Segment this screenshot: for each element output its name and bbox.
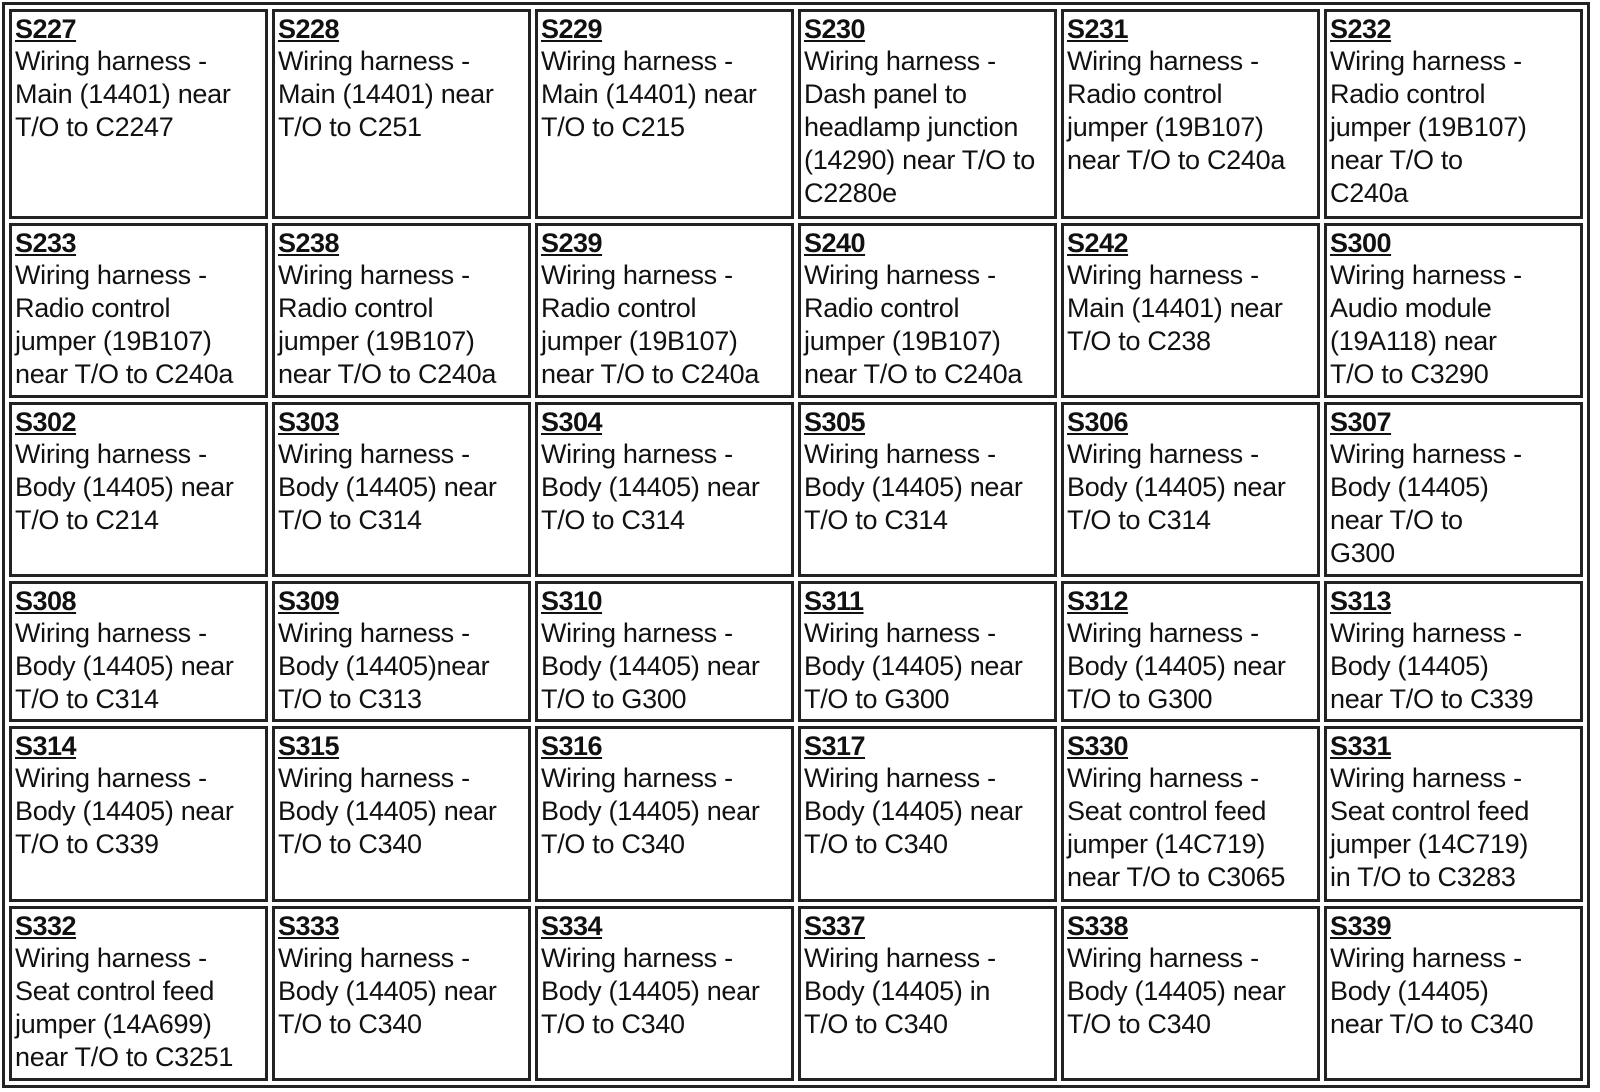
table-cell <box>272 9 531 219</box>
table-row <box>9 402 1583 577</box>
splice-description: Wiring harness - Radio control jumper (19B107) near T/O to C240a <box>278 259 497 389</box>
splice-code-link[interactable]: S309 <box>278 586 340 617</box>
table-cell <box>272 581 531 722</box>
table-cell <box>1324 9 1583 219</box>
splice-code-link[interactable]: S316 <box>541 731 603 762</box>
splice-description: Wiring harness - Main (14401) near T/O to C215 <box>541 46 757 142</box>
table-cell <box>798 726 1057 901</box>
table-cell <box>272 402 531 577</box>
splice-description: Wiring harness - Radio control jumper (19B107) near T/O to C240a <box>15 259 234 389</box>
splice-description: Wiring harness - Body (14405) near T/O to C340 <box>278 763 497 860</box>
splice-code-link[interactable]: S238 <box>278 227 340 258</box>
table-cell <box>1061 9 1320 219</box>
table-cell <box>1061 726 1320 901</box>
splice-code-link[interactable]: S331 <box>1330 731 1392 762</box>
splice-description: Wiring harness - Body (14405) near T/O to C340 <box>1067 942 1286 1039</box>
table-cell <box>9 402 268 577</box>
splice-code-link[interactable]: S317 <box>804 731 866 762</box>
table-cell <box>1061 581 1320 722</box>
table-cell <box>535 581 794 722</box>
table-cell <box>1324 726 1583 901</box>
table-cell <box>1324 906 1583 1081</box>
splice-description: Wiring harness - Body (14405)near T/O to C313 <box>278 618 490 715</box>
splice-code-link[interactable]: S339 <box>1330 910 1392 941</box>
table-cell <box>9 906 268 1081</box>
splice-code-link[interactable]: S303 <box>278 406 340 437</box>
splice-description: Wiring harness - Body (14405) in T/O to C340 <box>804 942 996 1039</box>
splice-code-link[interactable]: S330 <box>1067 731 1129 762</box>
splice-code-link[interactable]: S334 <box>541 910 603 941</box>
table-cell <box>9 581 268 722</box>
splice-description: Wiring harness - Body (14405) near T/O to G300 <box>541 618 760 715</box>
table-cell <box>1324 402 1583 577</box>
splice-description: Wiring harness - Seat control feed jumper (14C719) near T/O to C3065 <box>1067 763 1286 893</box>
splice-code-link[interactable]: S337 <box>804 910 866 941</box>
table-row <box>9 906 1583 1081</box>
splice-location-table <box>2 2 1590 1088</box>
splice-description: Wiring harness - Body (14405) near T/O to C340 <box>1330 942 1534 1039</box>
splice-code-link[interactable]: S332 <box>15 910 77 941</box>
splice-description: Wiring harness - Radio control jumper (19B107) near T/O to C240a <box>541 259 760 389</box>
table-row <box>9 581 1583 722</box>
splice-description: Wiring harness - Radio control jumper (19B107) near T/O to C240a <box>1330 46 1527 208</box>
splice-description: Wiring harness - Body (14405) near T/O to C340 <box>804 763 1023 860</box>
table-cell <box>798 402 1057 577</box>
splice-description: Wiring harness - Body (14405) near T/O to C340 <box>278 942 497 1039</box>
splice-description: Wiring harness - Body (14405) near T/O to C339 <box>15 763 234 860</box>
splice-description: Wiring harness - Main (14401) near T/O to C251 <box>278 46 494 142</box>
table-cell <box>535 223 794 398</box>
splice-description: Wiring harness - Body (14405) near T/O to C314 <box>1067 438 1286 535</box>
splice-code-link[interactable]: S338 <box>1067 910 1129 941</box>
splice-description: Wiring harness - Body (14405) near T/O to C314 <box>15 618 234 715</box>
table-row <box>9 726 1583 901</box>
splice-description: Wiring harness - Audio module (19A118) near T/O to C3290 <box>1330 259 1522 389</box>
splice-code-link[interactable]: S312 <box>1067 586 1129 617</box>
table-cell <box>1061 223 1320 398</box>
splice-description: Wiring harness - Body (14405) near T/O to C314 <box>804 438 1023 535</box>
splice-code-link[interactable]: S333 <box>278 910 340 941</box>
splice-description: Wiring harness - Body (14405) near T/O to C339 <box>1330 618 1534 715</box>
table-cell <box>535 9 794 219</box>
splice-code-link[interactable]: S232 <box>1330 14 1392 44</box>
table-cell <box>535 726 794 901</box>
splice-code-link[interactable]: S228 <box>278 14 340 44</box>
table-cell <box>1061 402 1320 577</box>
splice-code-link[interactable]: S229 <box>541 14 603 44</box>
splice-code-link[interactable]: S308 <box>15 586 77 617</box>
splice-description: Wiring harness - Seat control feed jumper (14A699) near T/O to C3251 <box>15 942 234 1072</box>
splice-code-link[interactable]: S302 <box>15 406 77 437</box>
table-cell <box>1061 906 1320 1081</box>
splice-description: Wiring harness - Seat control feed jumper (14C719) in T/O to C3283 <box>1330 763 1530 893</box>
splice-description: Wiring harness - Radio control jumper (19B107) near T/O to C240a <box>1067 46 1286 175</box>
splice-code-link[interactable]: S230 <box>804 14 866 44</box>
splice-description: Wiring harness - Body (14405) near T/O to C214 <box>15 438 234 535</box>
splice-description: Wiring harness - Body (14405) near T/O to C314 <box>541 438 760 535</box>
splice-code-link[interactable]: S315 <box>278 731 340 762</box>
table-cell <box>798 223 1057 398</box>
splice-code-link[interactable]: S233 <box>15 227 77 258</box>
splice-code-link[interactable]: S314 <box>15 731 77 762</box>
splice-description: Wiring harness - Main (14401) near T/O to C238 <box>1067 259 1283 356</box>
splice-description: Wiring harness - Body (14405) near T/O to G300 <box>1330 438 1522 568</box>
table-cell <box>272 726 531 901</box>
table-cell <box>272 906 531 1081</box>
table-cell <box>9 9 268 219</box>
table-cell <box>798 9 1057 219</box>
table-cell <box>535 402 794 577</box>
splice-code-link[interactable]: S305 <box>804 406 866 437</box>
table-cell <box>535 906 794 1081</box>
table-cell <box>798 581 1057 722</box>
splice-code-link[interactable]: S242 <box>1067 227 1129 258</box>
splice-code-link[interactable]: S240 <box>804 227 866 258</box>
splice-code-link[interactable]: S231 <box>1067 14 1129 44</box>
splice-description: Wiring harness - Dash panel to headlamp junction (14290) near T/O to C2280e <box>804 46 1035 208</box>
table-cell <box>1324 581 1583 722</box>
splice-code-link[interactable]: S311 <box>804 586 864 617</box>
splice-description: Wiring harness - Body (14405) near T/O to C340 <box>541 942 760 1039</box>
splice-code-link[interactable]: S313 <box>1330 586 1392 617</box>
splice-description: Wiring harness - Body (14405) near T/O to G300 <box>804 618 1023 715</box>
table-cell <box>9 726 268 901</box>
splice-code-link[interactable]: S307 <box>1330 406 1392 437</box>
splice-description: Wiring harness - Radio control jumper (19B107) near T/O to C240a <box>804 259 1023 389</box>
splice-code-link[interactable]: S306 <box>1067 406 1129 437</box>
splice-description: Wiring harness - Main (14401) near T/O to C2247 <box>15 46 231 142</box>
splice-code-link[interactable]: S239 <box>541 227 603 258</box>
table-cell <box>272 223 531 398</box>
splice-description: Wiring harness - Body (14405) near T/O to C314 <box>278 438 497 535</box>
splice-description: Wiring harness - Body (14405) near T/O to G300 <box>1067 618 1286 715</box>
splice-code-link[interactable]: S300 <box>1330 227 1392 258</box>
splice-code-link[interactable]: S304 <box>541 406 603 437</box>
splice-description: Wiring harness - Body (14405) near T/O to C340 <box>541 763 760 860</box>
table-cell <box>798 906 1057 1081</box>
splice-code-link[interactable]: S310 <box>541 586 603 617</box>
table-cell <box>9 223 268 398</box>
table-cell <box>1324 223 1583 398</box>
table-row <box>9 223 1583 398</box>
splice-code-link[interactable]: S227 <box>15 14 77 44</box>
table-row <box>9 9 1583 219</box>
